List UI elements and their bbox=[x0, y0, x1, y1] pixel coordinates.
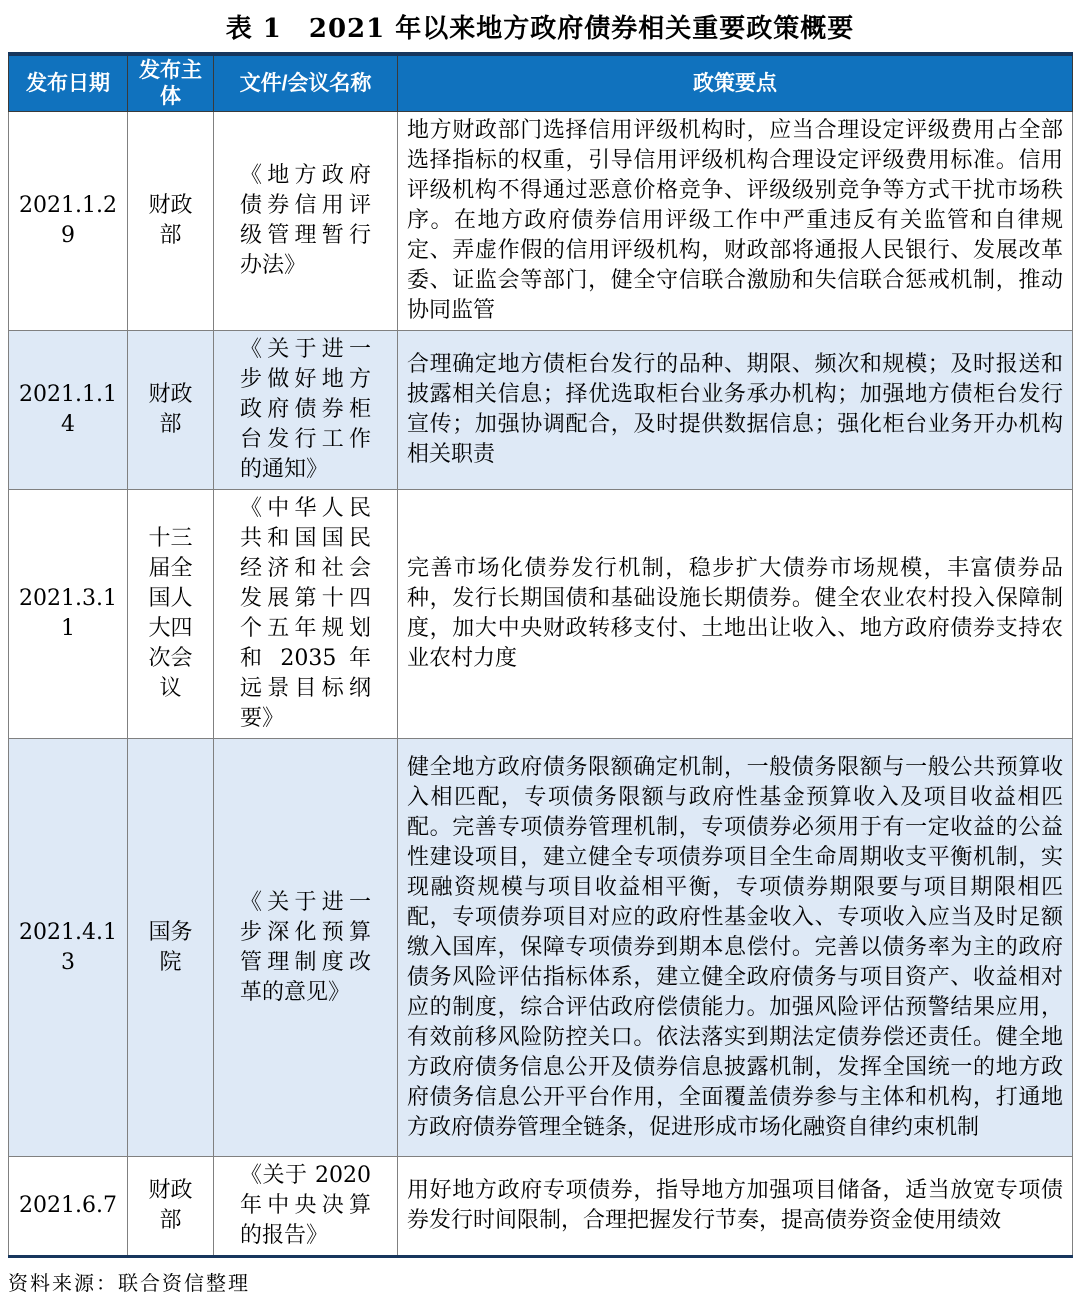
column-header-issuer: 发布主体 bbox=[128, 54, 214, 112]
table-row bbox=[9, 112, 1073, 331]
cell-document: 《关于进一步做好地方政府债券柜台发行工作的通知》 bbox=[214, 331, 398, 490]
table-header bbox=[9, 54, 1073, 112]
cell-document: 《关于进一步深化预算管理制度改革的意见》 bbox=[214, 739, 398, 1157]
cell-date: 2021.1.29 bbox=[9, 112, 128, 331]
cell-document: 《中华人民共和国国民经济和社会发展第十四个五年规划和 2035 年远景目标纲要》 bbox=[214, 490, 398, 739]
policy-table bbox=[8, 52, 1073, 1258]
table-row bbox=[9, 739, 1073, 1157]
cell-issuer: 财政部 bbox=[128, 1157, 214, 1257]
cell-date: 2021.6.7 bbox=[9, 1157, 128, 1257]
cell-date: 2021.4.13 bbox=[9, 739, 128, 1157]
cell-issuer: 十三届全国人大四次会议 bbox=[128, 490, 214, 739]
source-note: 资料来源：联合资信整理 bbox=[8, 1271, 250, 1295]
column-header-date: 发布日期 bbox=[9, 54, 128, 112]
column-header-document: 文件/会议名称 bbox=[214, 54, 398, 112]
cell-issuer: 财政部 bbox=[128, 112, 214, 331]
table-row bbox=[9, 490, 1073, 739]
cell-points: 合理确定地方债柜台发行的品种、期限、频次和规模；及时报送和披露相关信息；择优选取柜台业务承办机构；加强地方债柜台发行宣传；加强协调配合，及时提供数据信息；强化柜台业务开办机构相关职责 bbox=[398, 331, 1073, 490]
cell-points: 完善市场化债券发行机制，稳步扩大债券市场规模，丰富债券品种，发行长期国债和基础设施长期债券。健全农业农村投入保障制度，加大中央财政转移支付、土地出让收入、地方政府债券支持农业农村力度 bbox=[398, 490, 1073, 739]
table-row bbox=[9, 1157, 1073, 1257]
header-row bbox=[9, 54, 1073, 112]
table-title: 表 1 2021 年以来地方政府债券相关重要政策概要 bbox=[225, 14, 855, 44]
cell-date: 2021.1.14 bbox=[9, 331, 128, 490]
table-row bbox=[9, 331, 1073, 490]
cell-document: 《地方政府债券信用评级管理暂行办法》 bbox=[214, 112, 398, 331]
cell-document: 《关于 2020 年中央决算的报告》 bbox=[214, 1157, 398, 1257]
cell-points: 健全地方政府债务限额确定机制，一般债务限额与一般公共预算收入相匹配，专项债务限额与政府性基金预算收入及项目收益相匹配。完善专项债券管理机制，专项债券必须用于有一定收益的公益性建设项目，建立健全专项债券项目全生命周期收支平衡机制，实现融资规模与项目收益相平衡，专项债券期限要与项目期限相匹配，专项债券项目对应的政府性基金收入、专项收入应当及时足额缴入国库，保障专项债券到期本息偿付。完善以债务率为主的政府债务风险评估指标体系，建立健全政府债务与项目资产、收益相对应的制度，综合评估政府偿债能力。加强风险评估预警结果应用，有效前移风险防控关口。依法落实到期法定债券偿还责任。健全地方政府债务信息公开及债券信息披露机制，发挥全国统一的地方政府债务信息公开平台作用，全面覆盖债券参与主体和机构，打通地方政府债券管理全链条，促进形成市场化融资自律约束机制 bbox=[398, 739, 1073, 1157]
cell-issuer: 国务院 bbox=[128, 739, 214, 1157]
cell-points: 用好地方政府专项债券，指导地方加强项目储备，适当放宽专项债券发行时间限制，合理把握发行节奏，提高债券资金使用绩效 bbox=[398, 1157, 1073, 1257]
cell-points: 地方财政部门选择信用评级机构时，应当合理设定评级费用占全部选择指标的权重，引导信用评级机构合理设定评级费用标准。信用评级机构不得通过恶意价格竞争、评级级别竞争等方式干扰市场秩序。在地方政府债券信用评级工作中严重违反有关监管和自律规定、弄虚作假的信用评级机构，财政部将通报人民银行、发展改革委、证监会等部门，健全守信联合激励和失信联合惩戒机制，推动协同监管 bbox=[398, 112, 1073, 331]
column-header-points: 政策要点 bbox=[398, 54, 1073, 112]
cell-date: 2021.3.11 bbox=[9, 490, 128, 739]
cell-issuer: 财政部 bbox=[128, 331, 214, 490]
